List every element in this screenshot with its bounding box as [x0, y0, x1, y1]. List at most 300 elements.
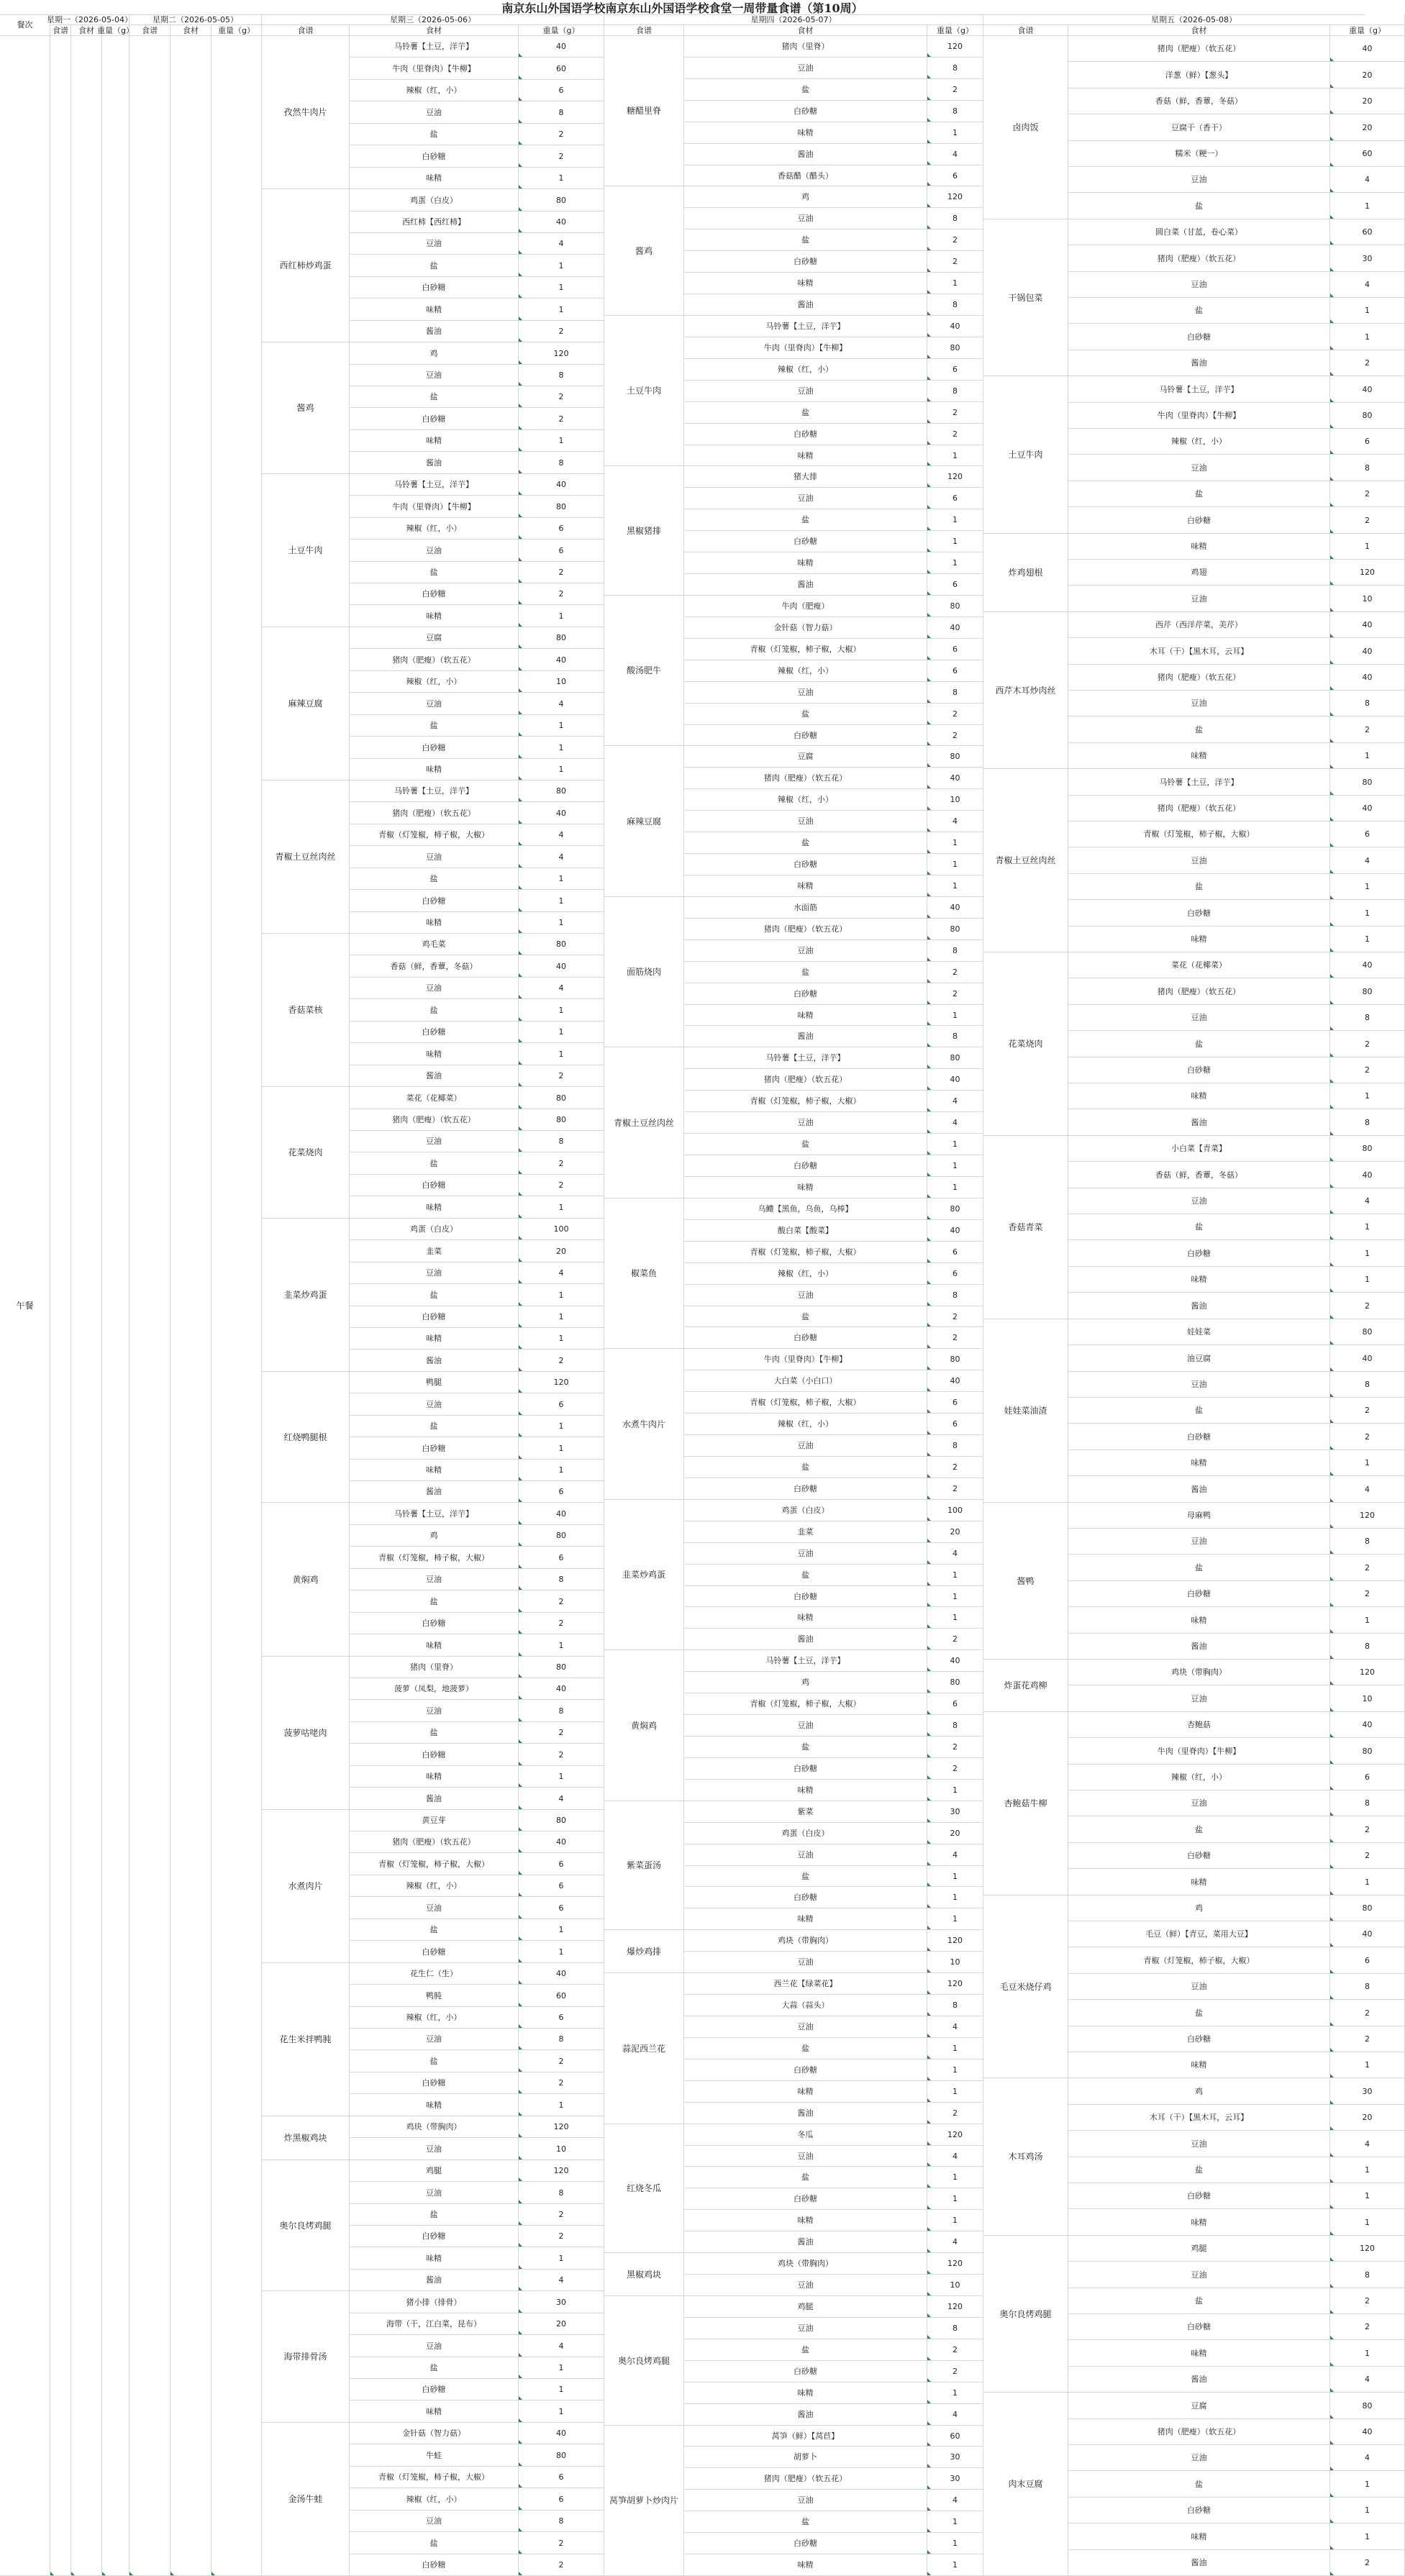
ingredient-name: 味精	[350, 1634, 519, 1657]
ingredient-name: 豆油	[350, 2029, 519, 2050]
ingredient-name: 白砂糖	[1068, 507, 1330, 534]
empty-weight-column	[102, 36, 129, 2576]
ingredient-name: 白砂糖	[350, 583, 519, 605]
ingredient-name: 辣椒（红，小）	[1068, 1765, 1330, 1790]
ingredient-name: 白砂糖	[350, 1306, 519, 1328]
ingredient-weight: 40	[519, 2423, 604, 2444]
ingredient-name: 酱油	[684, 2231, 927, 2253]
ingredient-name: 白砂糖	[684, 854, 927, 875]
ingredient-name: 味精	[684, 445, 927, 466]
ingredient-name: 味精	[1068, 2340, 1330, 2367]
ingredient-weight: 1	[927, 1005, 983, 1026]
ingredient-weight: 40	[519, 955, 604, 978]
ingredient-name: 辣椒（红，小）	[1068, 429, 1330, 455]
ingredient-weight: 1	[519, 277, 604, 299]
ingredient-weight: 60	[519, 58, 604, 80]
ingredient-name: 猪肉（肥瘦）（软五花）	[684, 768, 927, 789]
ingredient-name: 豆油	[350, 233, 519, 255]
ingredient-weight: 8	[519, 365, 604, 386]
ingredient-weight: 4	[519, 978, 604, 999]
ingredient-weight: 30	[519, 2291, 604, 2313]
ingredient-weight: 4	[927, 1112, 983, 1134]
ingredient-name: 豆油	[350, 101, 519, 124]
ingredient-weight: 1	[519, 2357, 604, 2379]
ingredient-weight: 8	[519, 1131, 604, 1152]
ingredient-weight: 2	[927, 983, 983, 1005]
ingredient-weight: 120	[927, 2124, 983, 2146]
ingredient-name: 马铃薯【土豆，洋芋】	[684, 1650, 927, 1672]
ingredient-name: 鸡块（带胸肉）	[350, 2116, 519, 2138]
ingredient-name: 豆油	[684, 682, 927, 704]
ingredient-name: 豆油	[684, 1543, 927, 1565]
col-header-weight: 重量（g）	[519, 25, 604, 36]
dish-name: 水煮肉片	[262, 1810, 350, 1963]
ingredient-weight: 120	[519, 342, 604, 365]
col-header-weight: 重量（g）	[1330, 25, 1405, 36]
ingredient-name: 黄豆芽	[350, 1810, 519, 1831]
ingredient-weight: 1	[1330, 1267, 1405, 1293]
ingredient-name: 酱油	[1068, 1476, 1330, 1503]
ingredient-weight: 6	[927, 574, 983, 596]
ingredient-name: 辣椒（红，小）	[684, 660, 927, 682]
dish-name: 炸蛋花鸡柳	[983, 1660, 1068, 1712]
ingredient-weight: 1	[927, 1908, 983, 1930]
ingredient-weight: 40	[927, 1069, 983, 1091]
ingredient-weight: 1	[927, 445, 983, 466]
ingredient-name: 豆油	[684, 488, 927, 509]
col-header-weight: 重量（g）	[927, 25, 983, 36]
ingredient-name: 豆腐	[350, 627, 519, 649]
ingredient-weight: 40	[1330, 2419, 1405, 2445]
ingredient-weight: 1	[519, 168, 604, 189]
ingredient-weight: 8	[1330, 1529, 1405, 1555]
ingredient-weight: 80	[519, 934, 604, 955]
ingredient-weight: 1	[1330, 298, 1405, 324]
ingredient-name: 杏鲍菇	[1068, 1712, 1330, 1738]
dish-name: 花菜烧肉	[262, 1087, 350, 1219]
ingredient-name: 水面筋	[684, 897, 927, 919]
ingredient-name: 白砂糖	[350, 277, 519, 299]
ingredient-name: 白砂糖	[1068, 1424, 1330, 1450]
ingredient-name: 味精	[350, 1766, 519, 1788]
ingredient-weight: 1	[1330, 2183, 1405, 2209]
dish-name: 黑椒猪排	[604, 466, 684, 596]
ingredient-name: 盐	[350, 2204, 519, 2226]
dish-name: 青椒土豆丝肉丝	[262, 780, 350, 934]
ingredient-name: 豆油	[350, 693, 519, 715]
ingredient-weight: 8	[927, 2318, 983, 2339]
ingredient-weight: 120	[1330, 1660, 1405, 1685]
ingredient-weight: 1	[1330, 2052, 1405, 2078]
ingredient-weight: 2	[927, 1478, 983, 1500]
ingredient-name: 盐	[1068, 1214, 1330, 1240]
ingredient-name: 白砂糖	[350, 408, 519, 430]
ingredient-name: 白砂糖	[350, 145, 519, 168]
ingredient-weight: 1	[519, 2379, 604, 2400]
ingredient-name: 白砂糖	[350, 1613, 519, 1634]
dish-name: 西芹木耳炒肉丝	[983, 612, 1068, 769]
dish-name: 炸黑椒鸡块	[262, 2116, 350, 2160]
day-header: 星期一（2026-05-04）	[47, 14, 132, 24]
ingredient-weight: 40	[1330, 1345, 1405, 1372]
ingredient-weight: 80	[1330, 1738, 1405, 1765]
ingredient-name: 牛肉（里脊肉）【牛柳】	[684, 1349, 927, 1370]
ingredient-name: 毛豆（鲜）【青豆，菜用大豆】	[1068, 1921, 1330, 1947]
ingredient-weight: 40	[927, 897, 983, 919]
ingredient-weight: 2	[927, 725, 983, 746]
ingredient-weight: 4	[927, 2231, 983, 2253]
dish-name: 娃娃菜油渣	[983, 1319, 1068, 1503]
ingredient-name: 豆油	[350, 365, 519, 386]
ingredient-name: 豆腐	[684, 746, 927, 768]
ingredient-name: 青椒（灯笼椒，柿子椒，大椒）	[684, 1091, 927, 1112]
dish-name: 土豆牛肉	[983, 376, 1068, 534]
ingredient-name: 青椒（灯笼椒，柿子椒，大椒）	[350, 1547, 519, 1569]
col-header-ingredient: 食材	[170, 25, 212, 36]
ingredient-name: 辣椒（红，小）	[684, 1263, 927, 1285]
ingredient-weight: 80	[519, 627, 604, 649]
ingredient-weight: 1	[927, 1780, 983, 1801]
ingredient-name: 鸡块（带胸肉）	[1068, 1660, 1330, 1685]
ingredient-name: 鸡	[684, 186, 927, 208]
ingredient-name: 盐	[684, 832, 927, 854]
meal-cell-lunch: 午餐	[0, 36, 50, 2576]
ingredient-weight: 2	[519, 1722, 604, 1744]
ingredient-name: 白砂糖	[1068, 2183, 1330, 2209]
ingredient-name: 盐	[1068, 874, 1330, 900]
ingredient-name: 盐	[350, 386, 519, 408]
ingredient-name: 马铃薯【土豆，洋芋】	[350, 36, 519, 58]
ingredient-weight: 1	[519, 2094, 604, 2116]
ingredient-weight: 80	[1330, 1319, 1405, 1345]
ingredient-weight: 10	[927, 2275, 983, 2296]
ingredient-name: 白砂糖	[350, 1437, 519, 1460]
ingredient-name: 白砂糖	[684, 1586, 927, 1607]
ingredient-weight: 1	[927, 1866, 983, 1887]
day-header: 星期五（2026-05-08）	[983, 14, 1405, 25]
ingredient-name: 豆油	[684, 1285, 927, 1306]
ingredient-weight: 2	[519, 562, 604, 583]
ingredient-weight: 6	[519, 2007, 604, 2029]
ingredient-weight: 1	[927, 1134, 983, 1155]
ingredient-name: 味精	[684, 2554, 927, 2576]
ingredient-name: 味精	[350, 605, 519, 627]
ingredient-weight: 2	[1330, 1555, 1405, 1581]
ingredient-weight: 4	[1330, 2131, 1405, 2157]
ingredient-weight: 20	[1330, 114, 1405, 141]
ingredient-name: 木耳（干）【黑木耳，云耳】	[1068, 638, 1330, 665]
ingredient-name: 豆油	[350, 2335, 519, 2357]
ingredient-name: 酱油	[684, 294, 927, 316]
ingredient-name: 马铃薯【土豆，洋芋】	[350, 1503, 519, 1525]
ingredient-name: 鸡蛋（白皮）	[684, 1500, 927, 1521]
ingredient-name: 豆油	[350, 978, 519, 999]
dish-name: 黄焖鸡	[604, 1650, 684, 1801]
ingredient-name: 豆油	[684, 1435, 927, 1457]
ingredient-weight: 80	[927, 337, 983, 359]
ingredient-weight: 8	[927, 1026, 983, 1047]
ingredient-name: 白砂糖	[684, 2060, 927, 2081]
ingredient-weight: 8	[519, 452, 604, 474]
ingredient-name: 盐	[684, 402, 927, 424]
col-header-ingredient: 食材	[684, 25, 927, 36]
dish-name: 干锅包菜	[983, 219, 1068, 376]
ingredient-name: 白砂糖	[1068, 2498, 1330, 2523]
ingredient-weight: 8	[1330, 691, 1405, 716]
ingredient-weight: 30	[927, 1801, 983, 1823]
ingredient-name: 味精	[1068, 2523, 1330, 2550]
ingredient-weight: 4	[519, 1262, 604, 1284]
col-header-dish: 食谱	[262, 25, 350, 36]
ingredient-name: 酱油	[350, 1481, 519, 1503]
ingredient-weight: 8	[519, 2182, 604, 2204]
ingredient-weight: 2	[519, 408, 604, 430]
ingredient-name: 辣椒（红，小）	[350, 2007, 519, 2029]
ingredient-weight: 2	[1330, 2026, 1405, 2052]
ingredient-name: 青椒（灯笼椒，柿子椒，大椒）	[1068, 1947, 1330, 1974]
ingredient-weight: 40	[519, 211, 604, 233]
ingredient-weight: 2	[927, 2103, 983, 2124]
ingredient-name: 青椒（灯笼椒，柿子椒，大椒）	[350, 824, 519, 846]
ingredient-name: 盐	[1068, 481, 1330, 507]
ingredient-name: 味精	[350, 2094, 519, 2116]
ingredient-name: 西兰花【绿菜花】	[684, 1973, 927, 1995]
ingredient-name: 白砂糖	[1068, 324, 1330, 350]
ingredient-weight: 2	[519, 2050, 604, 2072]
col-header-dish: 食谱	[50, 25, 71, 36]
ingredient-weight: 10	[1330, 586, 1405, 612]
ingredient-name: 牛肉（里脊肉）【牛柳】	[350, 496, 519, 518]
ingredient-weight: 40	[927, 617, 983, 639]
dish-name: 酱鸡	[604, 186, 684, 316]
ingredient-name: 味精	[1068, 2052, 1330, 2078]
ingredient-weight: 1	[519, 1460, 604, 1481]
ingredient-name: 盐	[350, 124, 519, 145]
ingredient-name: 酸白菜【酸菜】	[684, 1220, 927, 1242]
ingredient-weight: 20	[927, 1521, 983, 1543]
ingredient-weight: 10	[519, 2138, 604, 2160]
ingredient-weight: 2	[1330, 507, 1405, 534]
ingredient-name: 鸡	[684, 1672, 927, 1693]
ingredient-weight: 1	[927, 1586, 983, 1607]
ingredient-name: 白砂糖	[350, 1744, 519, 1766]
ingredient-weight: 120	[927, 186, 983, 208]
ingredient-name: 盐	[350, 562, 519, 583]
ingredient-name: 味精	[350, 299, 519, 321]
ingredient-name: 豆油	[1068, 1974, 1330, 2000]
ingredient-weight: 40	[519, 1503, 604, 1525]
ingredient-weight: 80	[1330, 1136, 1405, 1162]
ingredient-weight: 6	[927, 1693, 983, 1715]
ingredient-name: 牛肉（里脊肉）【牛柳】	[1068, 1738, 1330, 1765]
ingredient-weight: 1	[519, 605, 604, 627]
ingredient-name: 金针菇（智力菇）	[684, 617, 927, 639]
dish-name: 爆炒鸡排	[604, 1930, 684, 1973]
ingredient-weight: 1	[519, 255, 604, 277]
ingredient-weight: 1	[519, 737, 604, 759]
empty-ingredient-column	[71, 36, 102, 2576]
ingredient-name: 豆油	[1068, 1790, 1330, 1816]
ingredient-name: 盐	[1068, 2288, 1330, 2314]
ingredient-name: 盐	[350, 1919, 519, 1941]
ingredient-weight: 1	[519, 1021, 604, 1043]
dish-name: 孜然牛肉片	[262, 36, 350, 189]
ingredient-name: 豆油	[1068, 272, 1330, 298]
ingredient-weight: 1	[927, 2167, 983, 2188]
ingredient-weight: 1	[519, 1196, 604, 1219]
ingredient-name: 鸡腿	[1068, 2236, 1330, 2262]
ingredient-name: 盐	[1068, 1816, 1330, 1843]
ingredient-name: 盐	[684, 509, 927, 531]
ingredient-weight: 6	[519, 1547, 604, 1569]
ingredient-name: 大白菜（小白口）	[684, 1370, 927, 1392]
col-header-ingredient: 食材	[1068, 25, 1330, 36]
ingredient-weight: 8	[1330, 1974, 1405, 2000]
ingredient-weight: 8	[1330, 1634, 1405, 1660]
ingredient-weight: 80	[519, 1810, 604, 1831]
ingredient-weight: 40	[1330, 376, 1405, 403]
ingredient-name: 大蒜（蒜头）	[684, 1995, 927, 2016]
ingredient-name: 马铃薯【土豆，洋芋】	[1068, 769, 1330, 796]
dish-name: 面筋烧肉	[604, 897, 684, 1047]
ingredient-weight: 2	[519, 583, 604, 605]
ingredient-name: 白砂糖	[684, 2188, 927, 2210]
dish-name: 杏鲍菇牛柳	[983, 1712, 1068, 1895]
ingredient-name: 猪肉（肥瘦）（软五花）	[1068, 665, 1330, 691]
ingredient-weight: 8	[927, 294, 983, 316]
ingredient-name: 木耳（干）【黑木耳，云耳】	[1068, 2105, 1330, 2131]
ingredient-name: 味精	[350, 168, 519, 189]
dish-name: 花菜烧肉	[983, 952, 1068, 1136]
sheet-title: 南京东山外国语学校南京东山外国语学校食堂一周带量食谱（第10周）	[0, 0, 1365, 15]
ingredient-weight: 1	[927, 509, 983, 531]
ingredient-name: 白砂糖	[350, 2554, 519, 2576]
ingredient-name: 盐	[350, 1722, 519, 1744]
ingredient-name: 猪肉（里脊）	[684, 36, 927, 58]
ingredient-name: 豆油	[684, 208, 927, 229]
ingredient-weight: 1	[1330, 534, 1405, 560]
ingredient-weight: 2	[1330, 1816, 1405, 1843]
ingredient-name: 盐	[1068, 2000, 1330, 2026]
ingredient-weight: 8	[1330, 455, 1405, 481]
ingredient-weight: 6	[927, 1263, 983, 1285]
ingredient-weight: 4	[927, 1844, 983, 1866]
ingredient-name: 鸭腿	[350, 1372, 519, 1393]
ingredient-name: 牛肉（肥瘦）	[684, 596, 927, 617]
ingredient-name: 盐	[1068, 2157, 1330, 2183]
ingredient-name: 盐	[684, 962, 927, 983]
ingredient-weight: 1	[519, 1919, 604, 1941]
ingredient-name: 鸡块（带胸肉）	[684, 2253, 927, 2275]
ingredient-weight: 2	[927, 962, 983, 983]
day-header: 星期三（2026-05-06）	[262, 14, 604, 25]
col-header-ingredient: 食材	[71, 25, 102, 36]
ingredient-name: 菠萝（凤梨，地菠萝）	[350, 1678, 519, 1700]
ingredient-name: 花生仁（生）	[350, 1963, 519, 1985]
ingredient-name: 马铃薯【土豆，洋芋】	[350, 780, 519, 802]
ingredient-name: 西芹（西洋芹菜，美芹）	[1068, 612, 1330, 638]
ingredient-name: 味精	[350, 430, 519, 452]
ingredient-weight: 2	[1330, 1843, 1405, 1869]
dish-name: 卤肉饭	[983, 36, 1068, 219]
ingredient-name: 洋葱（鲜）【葱头】	[1068, 62, 1330, 88]
ingredient-weight: 1	[519, 999, 604, 1021]
ingredient-name: 豆油	[684, 940, 927, 962]
ingredient-name: 油豆腐	[1068, 1345, 1330, 1372]
ingredient-weight: 2	[927, 79, 983, 101]
ingredient-name: 盐	[350, 1416, 519, 1437]
ingredient-name: 味精	[1068, 1083, 1330, 1109]
ingredient-weight: 4	[519, 693, 604, 715]
ingredient-weight: 40	[519, 1678, 604, 1700]
ingredient-name: 鸡翅	[1068, 560, 1330, 586]
ingredient-weight: 2	[1330, 1424, 1405, 1450]
ingredient-weight: 40	[519, 1831, 604, 1853]
ingredient-weight: 80	[927, 596, 983, 617]
ingredient-weight: 6	[519, 1897, 604, 1919]
ingredient-weight: 6	[519, 2488, 604, 2511]
ingredient-name: 味精	[684, 875, 927, 897]
ingredient-weight: 1	[1330, 927, 1405, 952]
ingredient-name: 盐	[1068, 1555, 1330, 1581]
dish-name: 毛豆米烧仔鸡	[983, 1895, 1068, 2078]
dish-name: 黄焖鸡	[262, 1503, 350, 1657]
ingredient-weight: 4	[519, 846, 604, 868]
ingredient-weight: 40	[1330, 952, 1405, 978]
ingredient-weight: 8	[927, 381, 983, 402]
dish-name: 菠萝咕咾肉	[262, 1657, 350, 1810]
ingredient-name: 豆油	[684, 811, 927, 832]
ingredient-name: 盐	[684, 2167, 927, 2188]
dish-name: 红烧冬瓜	[604, 2124, 684, 2253]
ingredient-name: 娃娃菜	[1068, 1319, 1330, 1345]
ingredient-weight: 6	[519, 80, 604, 101]
ingredient-name: 盐	[350, 255, 519, 277]
ingredient-weight: 1	[1330, 743, 1405, 769]
ingredient-weight: 120	[927, 1930, 983, 1952]
ingredient-name: 味精	[350, 912, 519, 934]
ingredient-name: 白砂糖	[684, 531, 927, 552]
ingredient-name: 豆油	[350, 1262, 519, 1284]
ingredient-name: 豆油	[1068, 847, 1330, 874]
ingredient-weight: 30	[927, 2468, 983, 2490]
ingredient-weight: 4	[1330, 1188, 1405, 1214]
ingredient-weight: 100	[927, 1500, 983, 1521]
ingredient-weight: 4	[519, 233, 604, 255]
ingredient-name: 海带（干，江白菜，昆布）	[350, 2313, 519, 2335]
ingredient-name: 青椒（灯笼椒，柿子椒，大椒）	[350, 2467, 519, 2488]
ingredient-weight: 80	[927, 1198, 983, 1220]
ingredient-weight: 1	[519, 1766, 604, 1788]
ingredient-name: 白砂糖	[1068, 900, 1330, 927]
ingredient-weight: 120	[927, 36, 983, 58]
ingredient-weight: 2	[927, 2361, 983, 2382]
ingredient-name: 豆油	[684, 1952, 927, 1973]
ingredient-weight: 30	[1330, 245, 1405, 272]
ingredient-weight: 2	[519, 1152, 604, 1175]
ingredient-weight: 4	[519, 1788, 604, 1810]
ingredient-name: 白砂糖	[684, 251, 927, 273]
ingredient-name: 味精	[1068, 2209, 1330, 2236]
ingredient-weight: 1	[1330, 1083, 1405, 1109]
ingredient-weight: 8	[927, 682, 983, 704]
dish-name: 酱鸡	[262, 342, 350, 474]
ingredient-weight: 40	[927, 768, 983, 789]
ingredient-weight: 8	[1330, 1005, 1405, 1031]
dish-name: 奥尔良烤鸡腿	[262, 2160, 350, 2291]
ingredient-name: 猪肉（肥瘦）（软五花）	[684, 919, 927, 940]
ingredient-weight: 2	[1330, 481, 1405, 507]
